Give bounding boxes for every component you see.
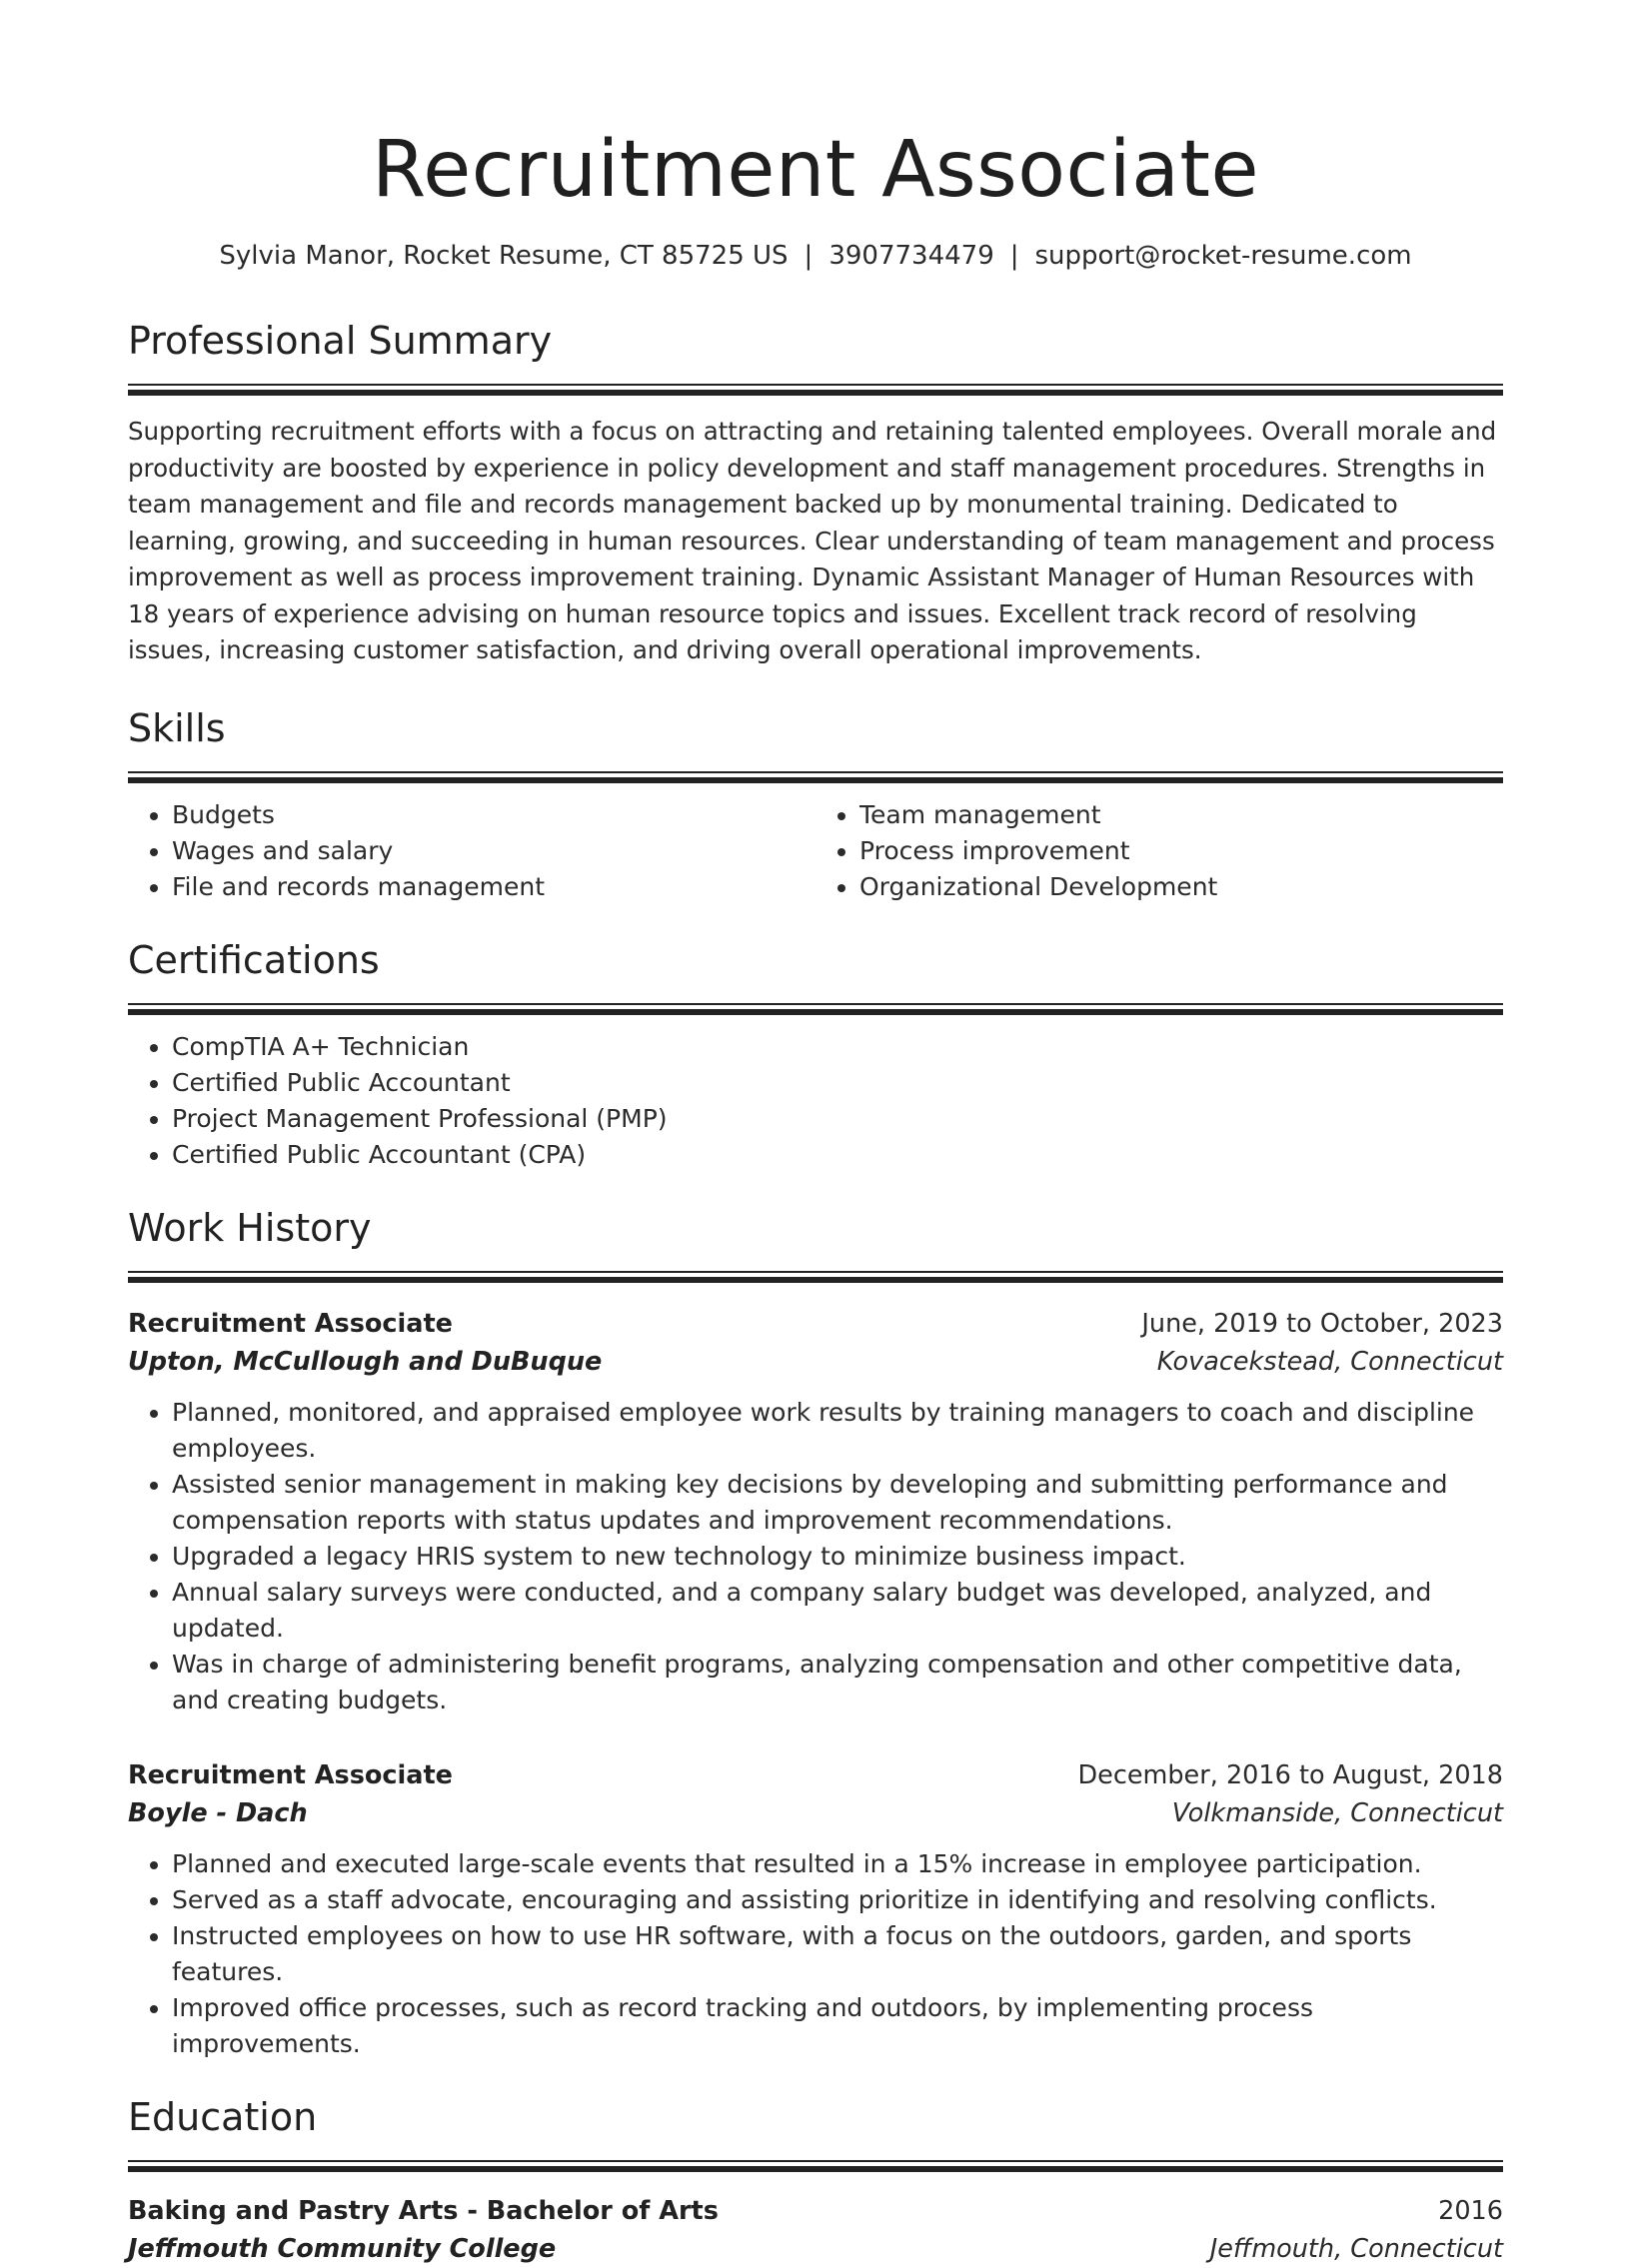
- job-duties: [128, 1395, 1503, 1718]
- summary-section: [128, 318, 1503, 669]
- skill-item: • Budgets: [172, 797, 816, 833]
- resume-page: [128, 118, 1503, 2268]
- job-location: Kovacekstead, Connecticut: [1156, 1346, 1503, 1377]
- certifications-list: [128, 1029, 1503, 1173]
- education-school: Jeffmouth Community College: [128, 2233, 557, 2264]
- job-entry: [128, 1756, 1503, 2062]
- contact-phone: 3907734479: [828, 241, 994, 271]
- contact-separator: |: [804, 241, 814, 271]
- contact-email: support@rocket-resume.com: [1034, 241, 1412, 271]
- certification-item: • CompTIA A+ Technician: [172, 1029, 1503, 1065]
- duty-item: • Annual salary surveys were conducted, and a company salary budget was developed, analyzed, and updated.: [172, 1575, 1503, 1647]
- duty-item: • Upgraded a legacy HRIS system to new technology to minimize business impact.: [172, 1539, 1503, 1575]
- duty-item: • Planned and executed large-scale events that resulted in a 15% increase in employee participation.: [172, 1846, 1503, 1882]
- education-year: 2016: [1438, 2195, 1503, 2226]
- certifications-section: [128, 937, 1503, 1173]
- duty-item: • Planned, monitored, and appraised employee work results by training managers to coach and discipline employees.: [172, 1395, 1503, 1467]
- work-history-section: [128, 1205, 1503, 2062]
- job-subheader: [128, 1794, 1503, 1832]
- job-entry: [128, 1305, 1503, 1718]
- duty-item: • Was in charge of administering benefit programs, analyzing compensation and other competitive data, and creating budgets.: [172, 1647, 1503, 1718]
- section-title-summary: Professional Summary: [128, 319, 553, 363]
- summary-text: Supporting recruitment efforts with a focus on attracting and retaining talented employees. Overall morale and productivity are boosted by experience in policy development and staff management procedures. Strengths in team management and file and records management backed up by monumental training. Dedicated to learning, growing, and succeeding in human resources. Clear understanding of team management and process improvement as well as process improvement training. Dynamic Assistant Manager of Human Resources with 18 years of experience advising on human resource topics and issues. Excellent track record of resolving issues, increasing customer satisfaction, and driving overall operational improvements.: [128, 417, 1497, 664]
- job-location: Volkmanside, Connecticut: [1171, 1797, 1503, 1828]
- duty-item: • Assisted senior management in making key decisions by developing and submitting performance and compensation reports with status updates and improvement recommendations.: [172, 1467, 1503, 1539]
- certification-item: • Project Management Professional (PMP): [172, 1101, 1503, 1137]
- section-divider: [128, 771, 1503, 783]
- skill-item: • File and records management: [172, 869, 816, 905]
- skill-item: • Wages and salary: [172, 833, 816, 869]
- education-degree: Baking and Pastry Arts - Bachelor of Arts: [128, 2195, 719, 2226]
- contact-line: [128, 238, 1503, 274]
- job-title: Recruitment Associate: [128, 1759, 453, 1790]
- section-divider: [128, 384, 1503, 396]
- resume-title: Recruitment Associate: [372, 125, 1259, 215]
- section-divider: [128, 1003, 1503, 1015]
- education-section: [128, 2094, 1503, 2268]
- job-header: [128, 1305, 1503, 1343]
- section-divider: [128, 1271, 1503, 1283]
- skills-section: [128, 705, 1503, 905]
- duty-item: • Instructed employees on how to use HR software, with a focus on the outdoors, garden, and sports features.: [172, 1918, 1503, 1990]
- skill-item: • Process improvement: [859, 833, 1503, 869]
- skills-column-right: [816, 797, 1503, 905]
- job-title: Recruitment Associate: [128, 1308, 453, 1339]
- skill-item: • Team management: [859, 797, 1503, 833]
- contact-separator: |: [1009, 241, 1019, 271]
- education-location: Jeffmouth, Connecticut: [1209, 2233, 1503, 2264]
- job-company: Boyle - Dach: [128, 1797, 308, 1828]
- job-header: [128, 1756, 1503, 1794]
- skills-column-left: [128, 797, 816, 905]
- job-dates: December, 2016 to August, 2018: [1077, 1759, 1503, 1790]
- section-title-certifications: Certifications: [128, 937, 380, 982]
- duty-item: • Served as a staff advocate, encouraging and assisting prioritize in identifying and resolving conflicts.: [172, 1882, 1503, 1918]
- certification-item: • Certified Public Accountant (CPA): [172, 1137, 1503, 1173]
- section-title-skills: Skills: [128, 705, 226, 750]
- contact-address: Sylvia Manor, Rocket Resume, CT 85725 US: [219, 241, 789, 271]
- skill-item: • Organizational Development: [859, 869, 1503, 905]
- job-company: Upton, McCullough and DuBuque: [128, 1346, 603, 1377]
- section-divider: [128, 2160, 1503, 2172]
- education-header: [128, 2192, 1503, 2230]
- section-title-education: Education: [128, 2094, 318, 2139]
- education-entry: [128, 2192, 1503, 2268]
- duty-item: • Improved office processes, such as record tracking and outdoors, by implementing process improvements.: [172, 1990, 1503, 2062]
- certification-item: • Certified Public Accountant: [172, 1065, 1503, 1101]
- job-subheader: [128, 1343, 1503, 1381]
- skills-list: [128, 797, 1503, 905]
- job-duties: [128, 1846, 1503, 2062]
- education-subheader: [128, 2230, 1503, 2268]
- job-dates: June, 2019 to October, 2023: [1141, 1308, 1503, 1339]
- section-title-work-history: Work History: [128, 1205, 372, 1250]
